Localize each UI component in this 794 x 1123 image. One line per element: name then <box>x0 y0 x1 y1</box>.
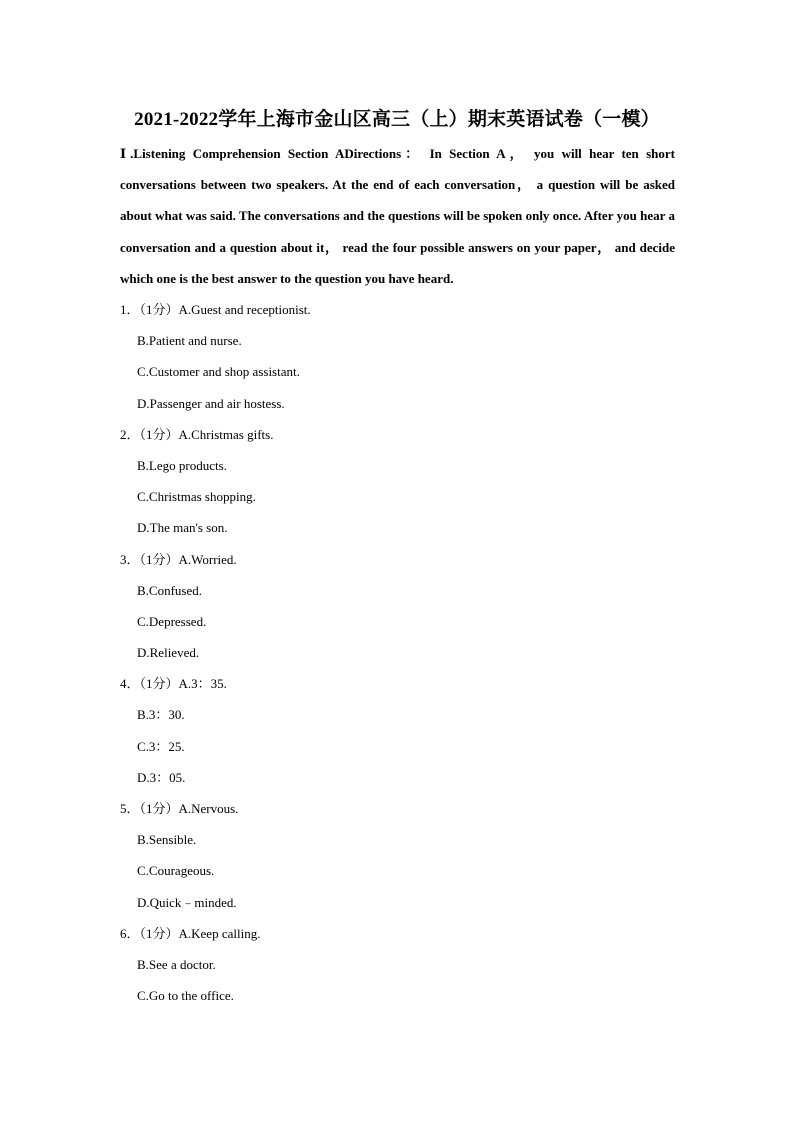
answer-option: B.Sensible. <box>137 832 197 848</box>
answer-option: D.Quick﹣minded. <box>137 894 237 910</box>
answer-option: C.Courageous. <box>137 863 215 879</box>
answer-option: C.Christmas shopping. <box>137 489 256 505</box>
answer-option: B.Lego products. <box>137 457 227 473</box>
answer-option: D.3：05. <box>137 769 186 785</box>
question-stem: 2．（1分）A.Christmas gifts. <box>120 426 274 442</box>
question-stem: 6．（1分）A.Keep calling. <box>120 925 261 941</box>
answer-option: C.Go to the office. <box>137 988 234 1004</box>
answer-option: D.Relieved. <box>137 645 200 661</box>
answer-option: C.Depressed. <box>137 613 207 629</box>
question-list <box>120 294 680 1011</box>
answer-option: B.Patient and nurse. <box>137 333 242 349</box>
answer-option: B.3：30. <box>137 707 185 723</box>
question-stem: 4．（1分）A.3：35. <box>120 676 227 692</box>
answer-option: C.Customer and shop assistant. <box>137 364 300 380</box>
question-stem: 5．（1分）A.Nervous. <box>120 801 239 816</box>
question-stem: 1．（1分）A.Guest and receptionist. <box>120 302 311 317</box>
answer-option: B.Confused. <box>137 582 202 598</box>
question-stem: 3．（1分）A.Worried. <box>120 551 237 567</box>
answer-option: D.The man's son. <box>137 520 228 536</box>
page-title: 2021-2022学年上海市金山区高三（上）期末英语试卷（一模） <box>134 109 660 130</box>
listening-directions: Ⅰ.Listening Comprehension Section ADirections： In Section A， you will hear ten short conversations between two speakers. At the end of each conversation， a question will be asked about what was said. The conversations and the questions will be spoken only once. After you hear a conversation and a question about it， read the four possible answers on your paper， and decide which one is the best answer to the question you have heard. <box>120 146 675 286</box>
answer-option: B.See a doctor. <box>137 956 216 972</box>
answer-option: D.Passenger and air hostess. <box>137 395 285 411</box>
answer-option: C.3：25. <box>137 738 185 754</box>
